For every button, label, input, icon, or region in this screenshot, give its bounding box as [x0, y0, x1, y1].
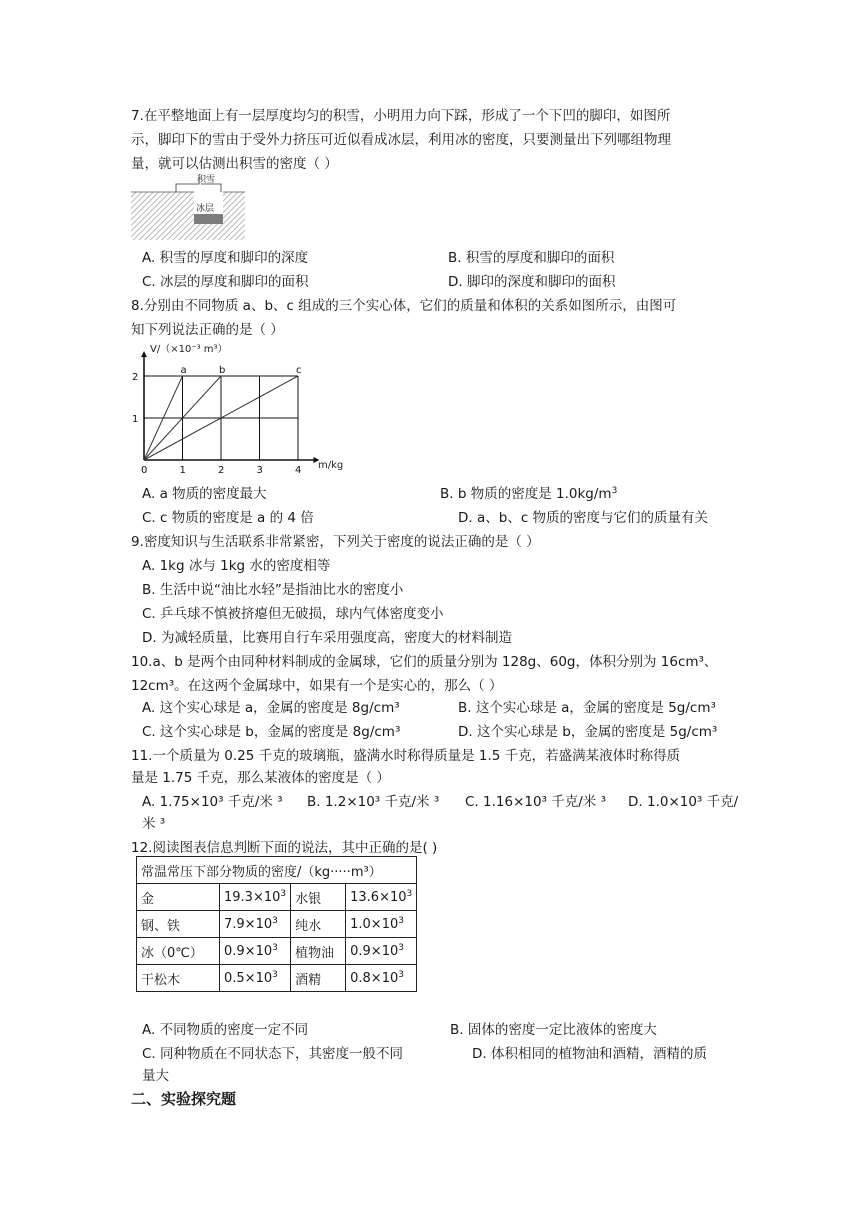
- q11-option-b[interactable]: B. 1.2×10³ 千克/米 ³: [307, 794, 440, 810]
- x-tick-label: 4: [295, 465, 302, 474]
- q7-stem-line2: 示，脚印下的雪由于受外力挤压可近似看成冰层，利用冰的密度，只要测量出下列哪组物理: [131, 132, 671, 148]
- q10-option-a[interactable]: A. 这个实心球是 a，金属的密度是 8g/cm³: [142, 700, 400, 716]
- q12-option-c[interactable]: C. 同种物质在不同状态下，其密度一般不同: [142, 1046, 404, 1062]
- y-axis-arrow: [141, 351, 147, 357]
- x-tick-label: 0: [141, 465, 148, 474]
- chart-ylabel: V/（×10⁻³ m³）: [150, 344, 228, 355]
- q11-stem-line1: 11.一个质量为 0.25 千克的玻璃瓶，盛满水时称得质量是 1.5 千克，若盛满某液体时称得质: [131, 748, 681, 764]
- q7-snow-figure: [131, 174, 245, 240]
- x-tick-label: 1: [179, 465, 186, 474]
- q8-stem-line2: 知下列说法正确的是（ ）: [131, 322, 284, 338]
- q8-option-b[interactable]: B. b 物质的密度是 $1.0kg/m^3$: [440, 486, 618, 502]
- q10-option-c[interactable]: C. 这个实心球是 b，金属的密度是 8g/cm³: [142, 724, 401, 740]
- table-cell: $0.9\times 10^3$: [346, 938, 417, 965]
- chart-tick-labels: [132, 372, 301, 474]
- table-cell: 酒精: [291, 965, 346, 992]
- table-cell: 金: [137, 884, 220, 911]
- table-cell: 水银: [291, 884, 346, 911]
- table-row: [137, 965, 417, 992]
- section-title: 二、实验探究题: [131, 1090, 237, 1108]
- series-label-a: a: [180, 365, 187, 376]
- q10-stem-line1: 10.a、b 是两个由同种材料制成的金属球，它们的质量分别为 128g、60g，体积分别为 16cm³、: [131, 654, 718, 670]
- q12-stem: 12.阅读图表信息判断下面的说法，其中正确的是( ): [131, 840, 438, 856]
- table-cell: 纯水: [291, 911, 346, 938]
- table-cell: 干松木: [137, 965, 220, 992]
- q8-option-c[interactable]: C. c 物质的密度是 a 的 4 倍: [142, 510, 314, 526]
- q10-option-d[interactable]: D. 这个实心球是 b，金属的密度是 5g/cm³: [458, 724, 718, 740]
- q11-option-a[interactable]: A. 1.75×10³ 千克/米 ³: [142, 794, 283, 810]
- q11-option-d-cont: 米 ³: [142, 816, 166, 832]
- q10-option-b[interactable]: B. 这个实心球是 a，金属的密度是 5g/cm³: [458, 700, 716, 716]
- table-row: [137, 911, 417, 938]
- q7-stem-line3: 量，就可以估测出积雪的密度（ ）: [131, 156, 338, 172]
- y-tick-label: 1: [132, 414, 139, 425]
- q7-stem-line1: 7.在平整地面上有一层厚度均匀的积雪，小明用力向下踩，形成了一个下凹的脚印，如图所: [131, 108, 671, 124]
- table-cell: 钢、铁: [137, 911, 220, 938]
- table-cell: $0.8\times 10^3$: [346, 965, 417, 992]
- table-cell: $1.0\times 10^3$: [346, 911, 417, 938]
- table-cell: $13.6\times 10^3$: [346, 884, 417, 911]
- q12-option-d[interactable]: D. 体积相同的植物油和酒精，酒精的质: [472, 1046, 707, 1062]
- q12-option-a[interactable]: A. 不同物质的密度一定不同: [142, 1022, 309, 1038]
- table-cell: $0.9\times 10^3$: [220, 938, 291, 965]
- series-label-c: c: [296, 365, 302, 376]
- q11-option-c[interactable]: C. 1.16×10³ 千克/米 ³: [465, 794, 607, 810]
- q12-option-c-cont: 量大: [142, 1068, 169, 1084]
- q8-stem-line1: 8.分别由不同物质 a、b、c 组成的三个实心体，它们的质量和体积的关系如图所示，由图可: [131, 298, 677, 314]
- y-tick-label: 2: [132, 372, 139, 383]
- series-label-b: b: [219, 365, 226, 376]
- table-cell: $7.9\times 10^3$: [220, 911, 291, 938]
- q11-stem-line2: 量是 1.75 千克，那么某液体的密度是（ ）: [131, 770, 390, 786]
- table-cell: 植物油: [291, 938, 346, 965]
- q7-option-d[interactable]: D. 脚印的深度和脚印的面积: [448, 274, 616, 290]
- q8-option-a[interactable]: A. a 物质的密度最大: [142, 486, 267, 502]
- q9-stem: 9.密度知识与生活联系非常紧密，下列关于密度的说法正确的是（ ）: [131, 534, 540, 550]
- q10-stem-line2: 12cm³。在这两个金属球中，如果有一个是实心的，那么（ ）: [131, 678, 503, 694]
- table-cell: $19.3\times 10^3$: [220, 884, 291, 911]
- chart-series-lines: [144, 365, 302, 460]
- table-cell: 冰（0℃）: [137, 938, 220, 965]
- q7-fig-label-ice: 冰层: [196, 204, 215, 214]
- density-table: [136, 856, 417, 992]
- density-table-header: 常温常压下部分物质的密度/（kg·····m³）: [137, 857, 417, 884]
- q9-option-d[interactable]: D. 为减轻质量，比赛用自行车采用强度高，密度大的材料制造: [142, 630, 512, 646]
- table-row: [137, 938, 417, 965]
- x-tick-label: 3: [256, 465, 263, 474]
- q9-option-b[interactable]: B. 生活中说“油比水轻”是指油比水的密度小: [142, 582, 404, 598]
- q8-mass-volume-chart: [128, 338, 354, 474]
- x-tick-label: 2: [218, 465, 225, 474]
- q12-option-b[interactable]: B. 固体的密度一定比液体的密度大: [450, 1022, 657, 1038]
- q7-option-c[interactable]: C. 冰层的厚度和脚印的面积: [142, 274, 309, 290]
- q9-option-c[interactable]: C. 乒乓球不慎被挤瘪但无破损，球内气体密度变小: [142, 606, 444, 622]
- table-cell: $0.5\times 10^3$: [220, 965, 291, 992]
- q8-option-d[interactable]: D. a、b、c 物质的密度与它们的质量有关: [458, 510, 709, 526]
- table-row: [137, 884, 417, 911]
- q9-option-a[interactable]: A. 1kg 冰与 1kg 水的密度相等: [142, 558, 331, 574]
- chart-xlabel: m/kg: [318, 460, 344, 471]
- q7-option-a[interactable]: A. 积雪的厚度和脚印的深度: [142, 250, 309, 266]
- q7-option-b[interactable]: B. 积雪的厚度和脚印的面积: [448, 250, 615, 266]
- q7-fig-label-snow: 积雪: [197, 175, 216, 185]
- q11-option-d[interactable]: D. 1.0×10³ 千克/: [628, 794, 739, 810]
